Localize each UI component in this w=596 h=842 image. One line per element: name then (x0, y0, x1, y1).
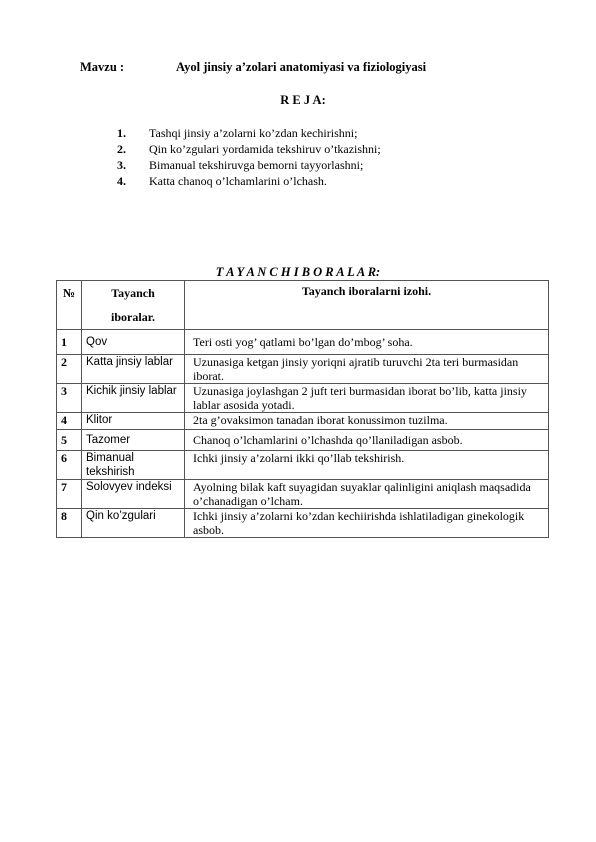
row-number: 5 (57, 430, 82, 451)
plan-item-text: Katta chanoq o’lchamlarini o’lchash. (149, 174, 327, 188)
row-number: 8 (57, 509, 82, 538)
row-description: Uzunasiga ketgan jinsiy yoriqni ajratib turuvchi 2ta teri burmasidan iborat. (185, 355, 549, 384)
row-description: Chanoq o’lchamlarini o’lchashda qo’llaniladigan asbob. (185, 430, 549, 451)
header-description: Tayanch iboralarni izohi. (185, 281, 549, 330)
table-row (57, 430, 549, 451)
row-description: Ichki jinsiy a’zolarni ikki qo’llab tekshirish. (185, 451, 549, 480)
row-term: Katta jinsiy lablar (82, 355, 185, 384)
table-header-row (57, 281, 549, 330)
row-description: Ayolning bilak kaft suyagidan suyaklar qalinligini aniqlash maqsadida o’chanadigan o’lcham. (185, 480, 549, 509)
table-row (57, 413, 549, 430)
row-term: Klitor (82, 413, 185, 430)
row-term: Qin ko’zgulari (82, 509, 185, 538)
row-description: 2ta g’ovaksimon tanadan iborat konussimon tuzilma. (185, 413, 549, 430)
plan-list (117, 125, 381, 189)
header-term-line1: Tayanch (111, 286, 155, 300)
plan-item (117, 141, 381, 157)
row-number: 6 (57, 451, 82, 480)
plan-item-number: 4. (117, 174, 126, 188)
table-row (57, 355, 549, 384)
header-number: № (57, 281, 82, 330)
plan-item (117, 125, 381, 141)
topic-title: Ayol jinsiy a’zolari anatomiyasi va fiziologiyasi (176, 60, 427, 74)
topic-label: Mavzu : (80, 60, 125, 74)
row-number: 3 (57, 384, 82, 413)
table-row (57, 509, 549, 538)
row-number: 7 (57, 480, 82, 509)
glossary-table (56, 280, 549, 538)
topic-line (80, 60, 426, 75)
row-term: Bimanual tekshirish (82, 451, 185, 480)
row-description: Ichki jinsiy a’zolarni ko’zdan kechiirishda ishlatiladigan ginekologik asbob. (185, 509, 549, 538)
table-row (57, 480, 549, 509)
plan-item-text: Bimanual tekshiruvga bemorni tayyorlashni; (149, 158, 364, 172)
row-term: Solovyev indeksi (82, 480, 185, 509)
plan-item-number: 3. (117, 158, 126, 172)
header-term (82, 281, 185, 330)
row-number: 4 (57, 413, 82, 430)
plan-item-number: 1. (117, 126, 126, 140)
row-term: Kichik jinsiy lablar (82, 384, 185, 413)
row-description: Teri osti yog’ qatlami bo’lgan do’mbog’ soha. (185, 330, 549, 355)
row-description: Uzunasiga joylashgan 2 juft teri burmasidan iborat bo’lib, katta jinsiy lablar asosida yotadi. (185, 384, 549, 413)
table-row (57, 384, 549, 413)
glossary-title: T A Y A N C H I B O R A L A R: (215, 265, 381, 279)
row-term: Tazomer (82, 430, 185, 451)
plan-item (117, 157, 381, 173)
table-row (57, 451, 549, 480)
plan-item-number: 2. (117, 142, 126, 156)
row-number: 2 (57, 355, 82, 384)
plan-item-text: Qin ko’zgulari yordamida tekshiruv o’tkazishni; (149, 142, 381, 156)
header-term-line2: iboralar. (111, 310, 155, 324)
row-number: 1 (57, 330, 82, 355)
plan-item-text: Tashqi jinsiy a’zolarni ko’zdan kechirishni; (149, 126, 358, 140)
plan-heading: R E J A: (280, 93, 326, 107)
row-term: Qov (82, 330, 185, 355)
plan-item (117, 173, 381, 189)
table-row (57, 330, 549, 355)
